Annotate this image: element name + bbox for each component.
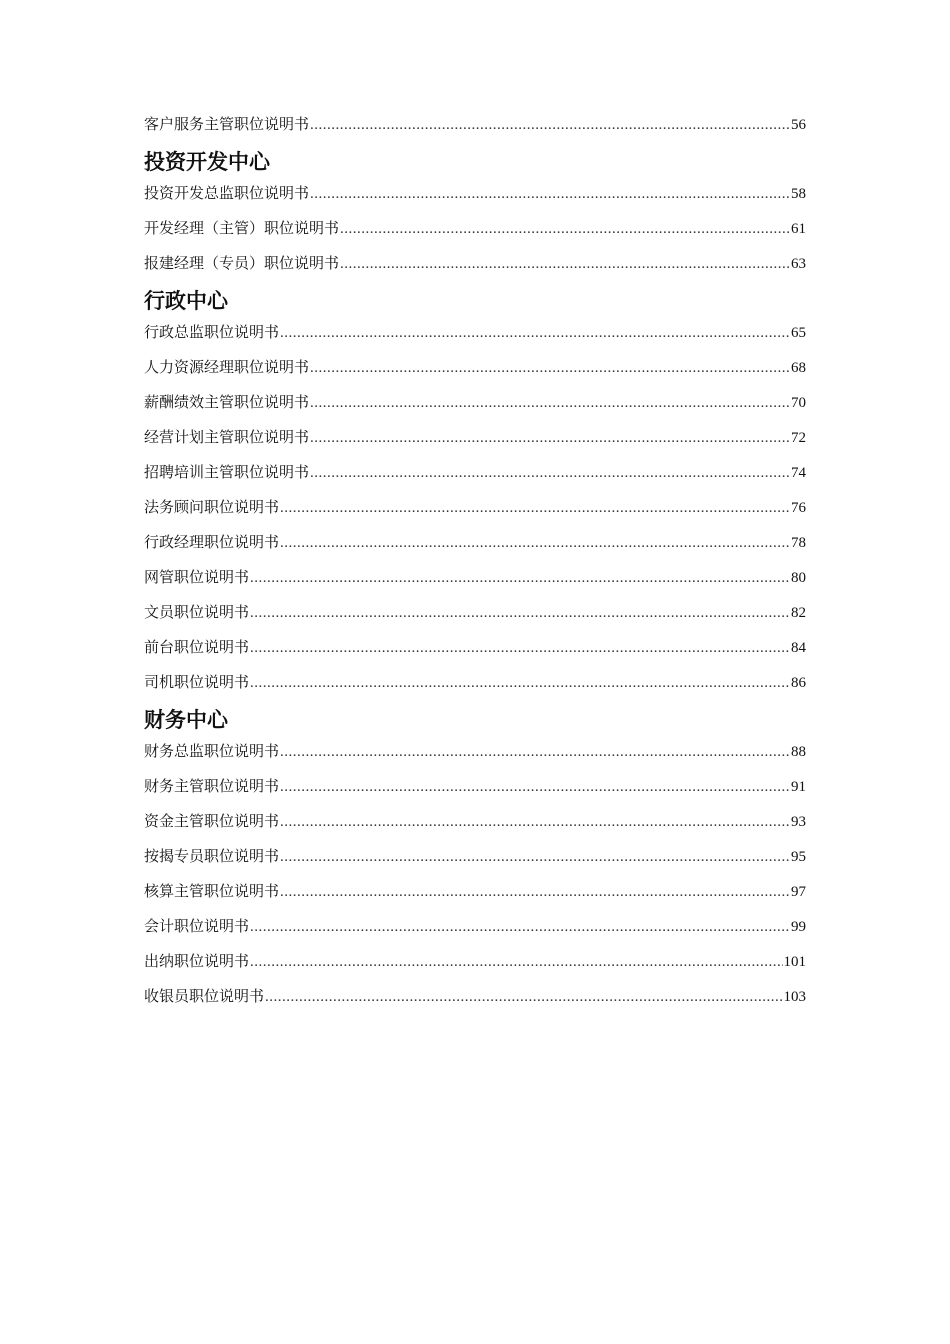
dot-leader	[310, 114, 790, 136]
section-heading: 财务中心	[144, 708, 228, 732]
dot-leader	[250, 951, 782, 973]
dot-leader	[250, 672, 790, 694]
toc-entry[interactable]	[144, 846, 806, 868]
toc-entry-title: 文员职位说明书	[144, 605, 250, 621]
table-of-contents	[144, 114, 806, 1021]
dot-leader	[250, 637, 790, 659]
dot-leader	[310, 183, 790, 205]
toc-entry-title: 报建经理（专员）职位说明书	[144, 256, 340, 272]
toc-page-number: 91	[791, 779, 806, 795]
toc-entry[interactable]	[144, 427, 806, 449]
dot-leader	[310, 462, 790, 484]
toc-page-number: 74	[791, 465, 806, 481]
section-heading: 投资开发中心	[144, 150, 270, 174]
toc-entry-title: 收银员职位说明书	[144, 989, 265, 1005]
toc-entry[interactable]	[144, 637, 806, 659]
toc-entry[interactable]	[144, 357, 806, 379]
toc-entry-title: 网管职位说明书	[144, 570, 250, 586]
toc-entry[interactable]	[144, 392, 806, 414]
toc-page-number: 63	[791, 256, 806, 272]
dot-leader	[280, 846, 790, 868]
toc-entry[interactable]	[144, 462, 806, 484]
toc-entry-title: 司机职位说明书	[144, 675, 250, 691]
toc-entry-title: 资金主管职位说明书	[144, 814, 280, 830]
toc-entry[interactable]	[144, 253, 806, 275]
dot-leader	[280, 497, 790, 519]
toc-page-number: 76	[791, 500, 806, 516]
toc-entry[interactable]	[144, 776, 806, 798]
toc-entry-title: 行政经理职位说明书	[144, 535, 280, 551]
dot-leader	[250, 916, 790, 938]
toc-entry[interactable]	[144, 602, 806, 624]
toc-entry[interactable]	[144, 218, 806, 240]
toc-page-number: 86	[791, 675, 806, 691]
toc-entry[interactable]	[144, 881, 806, 903]
toc-page-number: 84	[791, 640, 806, 656]
toc-entry[interactable]	[144, 986, 806, 1008]
toc-entry-title: 核算主管职位说明书	[144, 884, 280, 900]
toc-entry-title: 会计职位说明书	[144, 919, 250, 935]
dot-leader	[250, 567, 790, 589]
toc-entry-title: 财务主管职位说明书	[144, 779, 280, 795]
toc-page-number: 95	[791, 849, 806, 865]
toc-entry[interactable]	[144, 322, 806, 344]
toc-page-number: 56	[791, 117, 806, 133]
toc-entry[interactable]	[144, 532, 806, 554]
toc-entry-title: 开发经理（主管）职位说明书	[144, 221, 340, 237]
section-heading: 行政中心	[144, 289, 228, 313]
toc-page-number: 58	[791, 186, 806, 202]
toc-entry-title: 投资开发总监职位说明书	[144, 186, 310, 202]
toc-page-number: 82	[791, 605, 806, 621]
toc-page-number: 70	[791, 395, 806, 411]
toc-entry-title: 经营计划主管职位说明书	[144, 430, 310, 446]
dot-leader	[250, 602, 790, 624]
toc-entry[interactable]	[144, 672, 806, 694]
toc-page-number: 80	[791, 570, 806, 586]
toc-page-number: 65	[791, 325, 806, 341]
toc-entry-title: 法务顾问职位说明书	[144, 500, 280, 516]
toc-entry-title: 薪酬绩效主管职位说明书	[144, 395, 310, 411]
dot-leader	[280, 741, 790, 763]
toc-entry[interactable]	[144, 811, 806, 833]
toc-page-number: 68	[791, 360, 806, 376]
dot-leader	[265, 986, 782, 1008]
toc-page-number: 103	[783, 989, 806, 1005]
toc-entry-title: 人力资源经理职位说明书	[144, 360, 310, 376]
toc-page-number: 61	[791, 221, 806, 237]
dot-leader	[310, 357, 790, 379]
toc-entry[interactable]	[144, 114, 806, 136]
dot-leader	[310, 427, 790, 449]
dot-leader	[280, 532, 790, 554]
toc-entry[interactable]	[144, 741, 806, 763]
toc-page-number: 99	[791, 919, 806, 935]
toc-page-number: 101	[783, 954, 806, 970]
toc-page-number: 97	[791, 884, 806, 900]
dot-leader	[280, 881, 790, 903]
dot-leader	[280, 776, 790, 798]
toc-page-number: 78	[791, 535, 806, 551]
dot-leader	[340, 218, 790, 240]
dot-leader	[280, 811, 790, 833]
toc-entry-title: 按揭专员职位说明书	[144, 849, 280, 865]
toc-entry[interactable]	[144, 916, 806, 938]
toc-entry[interactable]	[144, 951, 806, 973]
toc-entry[interactable]	[144, 497, 806, 519]
toc-page-number: 93	[791, 814, 806, 830]
dot-leader	[310, 392, 790, 414]
dot-leader	[340, 253, 790, 275]
toc-entry[interactable]	[144, 183, 806, 205]
toc-page-number: 72	[791, 430, 806, 446]
toc-entry-title: 招聘培训主管职位说明书	[144, 465, 310, 481]
toc-entry-title: 前台职位说明书	[144, 640, 250, 656]
toc-entry-title: 财务总监职位说明书	[144, 744, 280, 760]
toc-entry-title: 客户服务主管职位说明书	[144, 117, 310, 133]
toc-entry[interactable]	[144, 567, 806, 589]
toc-entry-title: 出纳职位说明书	[144, 954, 250, 970]
toc-entry-title: 行政总监职位说明书	[144, 325, 280, 341]
toc-page-number: 88	[791, 744, 806, 760]
dot-leader	[280, 322, 790, 344]
